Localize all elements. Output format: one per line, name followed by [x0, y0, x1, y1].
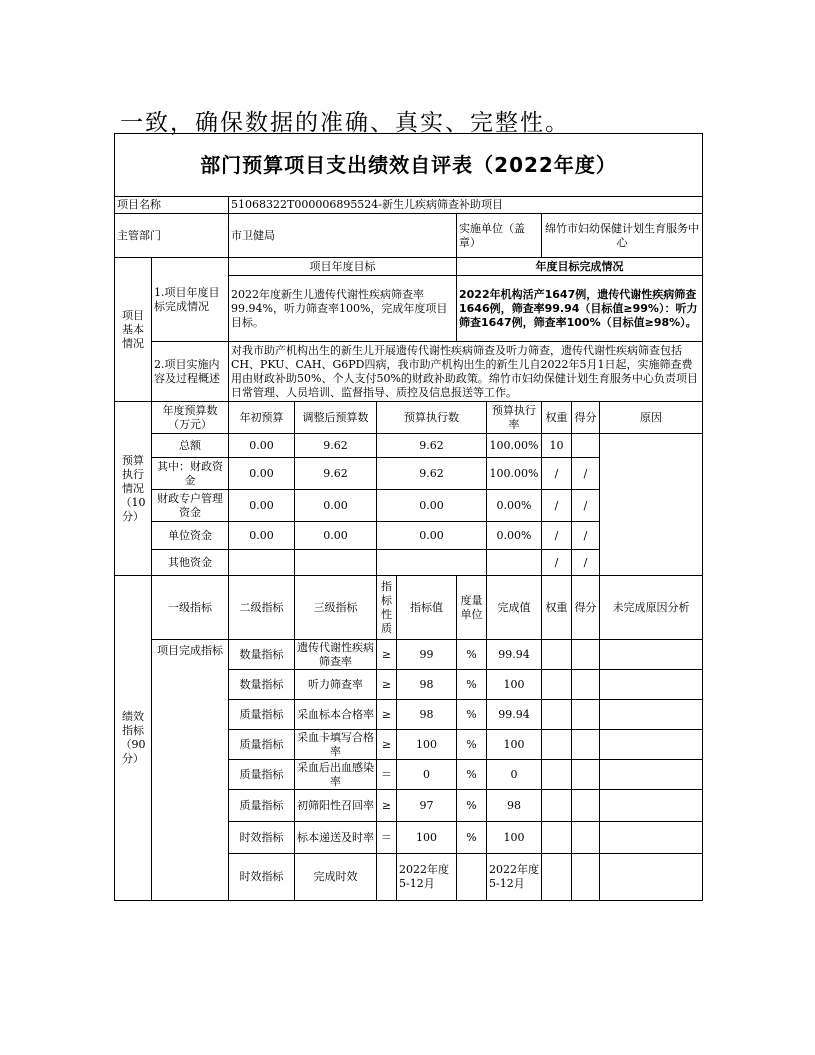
budget-header: 得分 — [572, 402, 600, 434]
perf-level2: 时效指标 — [229, 854, 295, 901]
budget-score — [572, 434, 600, 458]
perf-header: 度量单位 — [457, 576, 487, 640]
perf-done: 99.94 — [487, 640, 542, 670]
budget-weight: / — [542, 490, 572, 522]
budget-initial — [229, 550, 295, 576]
perf-level2: 时效指标 — [229, 822, 295, 854]
perf-target: 100 — [397, 822, 457, 854]
perf-level1: 项目完成指标 — [152, 640, 229, 901]
table-title: 部门预算项目支出绩效自评表（2022年度） — [115, 134, 703, 197]
perf-header: 指标性质 — [377, 576, 397, 640]
perf-score — [572, 854, 600, 901]
perf-reason — [600, 822, 703, 854]
perf-header: 权重 — [542, 576, 572, 640]
budget-initial: 0.00 — [229, 490, 295, 522]
budget-row-name: 其他资金 — [152, 550, 229, 576]
perf-target: 100 — [397, 730, 457, 760]
perf-done: 100 — [487, 730, 542, 760]
budget-header: 年度预算数（万元） — [152, 402, 229, 434]
perf-done: 0 — [487, 760, 542, 790]
budget-header: 年初预算 — [229, 402, 295, 434]
perf-score — [572, 790, 600, 822]
perf-level3: 标本递送及时率 — [295, 822, 377, 854]
budget-label: 预算执行情况（10分） — [115, 402, 152, 576]
budget-initial: 0.00 — [229, 458, 295, 490]
perf-reason — [600, 670, 703, 700]
perf-level2: 数量指标 — [229, 640, 295, 670]
perf-level2: 数量指标 — [229, 670, 295, 700]
impl-unit-value: 绵竹市妇幼保健计划生育服务中心 — [542, 214, 703, 258]
perf-level3: 采血后出血感染率 — [295, 760, 377, 790]
perf-weight — [542, 760, 572, 790]
goal-label: 1.项目年度目标完成情况 — [152, 258, 229, 342]
perf-score — [572, 700, 600, 730]
perf-nature: ＝ — [377, 760, 397, 790]
budget-header: 权重 — [542, 402, 572, 434]
budget-adjusted: 0.00 — [295, 522, 377, 550]
perf-header: 指标值 — [397, 576, 457, 640]
perf-level2: 质量指标 — [229, 700, 295, 730]
budget-adjusted: 9.62 — [295, 458, 377, 490]
goal-text: 2022年度新生儿遗传代谢性疾病筛查率99.94%，听力筛查率100%，完成年度项目目标。 — [229, 276, 457, 342]
budget-row-name: 财政专户管理资金 — [152, 490, 229, 522]
budget-executed: 0.00 — [377, 522, 487, 550]
perf-level2: 质量指标 — [229, 790, 295, 822]
perf-weight — [542, 790, 572, 822]
project-name: 51068322T000006895524-新生儿疾病筛查补助项目 — [229, 197, 703, 214]
budget-header: 调整后预算数 — [295, 402, 377, 434]
budget-score: / — [572, 522, 600, 550]
budget-weight: 10 — [542, 434, 572, 458]
self-evaluation-table — [114, 133, 703, 901]
perf-weight — [542, 730, 572, 760]
budget-initial: 0.00 — [229, 522, 295, 550]
perf-level3: 听力筛查率 — [295, 670, 377, 700]
perf-reason — [600, 640, 703, 670]
perf-header: 未完成原因分析 — [600, 576, 703, 640]
perf-target: 2022年度5-12月 — [397, 854, 457, 901]
perf-nature: ≥ — [377, 670, 397, 700]
perf-reason — [600, 700, 703, 730]
perf-target: 98 — [397, 670, 457, 700]
perf-nature: ＝ — [377, 822, 397, 854]
budget-row-name: 单位资金 — [152, 522, 229, 550]
perf-done: 100 — [487, 822, 542, 854]
perf-unit: % — [457, 822, 487, 854]
goal-header: 项目年度目标 — [229, 258, 457, 276]
perf-level3: 遗传代谢性疾病筛查率 — [295, 640, 377, 670]
perf-weight — [542, 700, 572, 730]
budget-header: 预算执行率 — [487, 402, 542, 434]
perf-weight — [542, 854, 572, 901]
perf-reason — [600, 760, 703, 790]
perf-level3: 采血标本合格率 — [295, 700, 377, 730]
basic-info-label: 项目基本情况 — [115, 258, 152, 402]
budget-executed: 9.62 — [377, 434, 487, 458]
perf-level3: 采血卡填写合格率 — [295, 730, 377, 760]
perf-unit: % — [457, 790, 487, 822]
budget-initial: 0.00 — [229, 434, 295, 458]
perf-done: 2022年度5-12月 — [487, 854, 542, 901]
perf-score — [572, 640, 600, 670]
perf-level2: 质量指标 — [229, 730, 295, 760]
perf-header: 二级指标 — [229, 576, 295, 640]
content-text: 对我市助产机构出生的新生儿开展遗传代谢性疾病筛查及听力筛查，遗传代谢性疾病筛查包括CH、PKU、CAH、G6PD四病，我市助产机构出生的新生儿自2022年5月1日起，实施筛查费用由财政补助50%、个人支付50%的财政补助政策。绵竹市妇幼保健计划生育服务中心负责项目日常管理、人员培训、监督指导、质控及信息报送等工作。 — [229, 342, 703, 402]
impl-unit-label: 实施单位（盖章） — [457, 214, 542, 258]
perf-weight — [542, 670, 572, 700]
budget-executed — [377, 550, 487, 576]
perf-score — [572, 730, 600, 760]
budget-rate: 100.00% — [487, 458, 542, 490]
dept-value: 市卫健局 — [229, 214, 457, 258]
budget-header: 预算执行数 — [377, 402, 487, 434]
perf-score — [572, 822, 600, 854]
perf-target: 97 — [397, 790, 457, 822]
budget-score: / — [572, 490, 600, 522]
budget-executed: 0.00 — [377, 490, 487, 522]
project-name-label: 项目名称 — [115, 197, 229, 214]
perf-score — [572, 670, 600, 700]
perf-header: 完成值 — [487, 576, 542, 640]
budget-score: / — [572, 550, 600, 576]
content-label: 2.项目实施内容及过程概述 — [152, 342, 229, 402]
budget-weight: / — [542, 550, 572, 576]
perf-header: 得分 — [572, 576, 600, 640]
budget-reason — [600, 434, 703, 576]
done-text: 2022年机构活产1647例，遗传代谢性疾病筛查1646例，筛查率99.94（目标值≥99%）：听力筛查1647例，筛查率100%（目标值≥98%）。 — [457, 276, 703, 342]
budget-executed: 9.62 — [377, 458, 487, 490]
perf-target: 98 — [397, 700, 457, 730]
done-header: 年度目标完成情况 — [457, 258, 703, 276]
budget-row-name: 其中：财政资金 — [152, 458, 229, 490]
perf-weight — [542, 822, 572, 854]
perf-done: 99.94 — [487, 700, 542, 730]
budget-adjusted: 0.00 — [295, 490, 377, 522]
perf-nature: ≥ — [377, 790, 397, 822]
perf-unit: % — [457, 640, 487, 670]
perf-unit: % — [457, 700, 487, 730]
budget-rate — [487, 550, 542, 576]
budget-score: / — [572, 458, 600, 490]
perf-nature — [377, 854, 397, 901]
perf-header: 一级指标 — [152, 576, 229, 640]
budget-rate: 0.00% — [487, 490, 542, 522]
perf-score — [572, 760, 600, 790]
perf-level3: 完成时效 — [295, 854, 377, 901]
perf-reason — [600, 854, 703, 901]
budget-rate: 100.00% — [487, 434, 542, 458]
perf-header: 三级指标 — [295, 576, 377, 640]
perf-level2: 质量指标 — [229, 760, 295, 790]
perf-label: 绩效指标（90分） — [115, 576, 152, 901]
perf-nature: ≥ — [377, 700, 397, 730]
perf-target: 99 — [397, 640, 457, 670]
perf-done: 100 — [487, 670, 542, 700]
budget-weight: / — [542, 458, 572, 490]
budget-adjusted — [295, 550, 377, 576]
dept-label: 主管部门 — [115, 214, 229, 258]
perf-nature: ≥ — [377, 730, 397, 760]
budget-rate: 0.00% — [487, 522, 542, 550]
budget-weight: / — [542, 522, 572, 550]
perf-target: 0 — [397, 760, 457, 790]
budget-row-name: 总额 — [152, 434, 229, 458]
perf-unit: % — [457, 760, 487, 790]
budget-header: 原因 — [600, 402, 703, 434]
intro-line: 一致，确保数据的准确、真实、完整性。 — [120, 110, 570, 136]
perf-done: 98 — [487, 790, 542, 822]
perf-unit — [457, 854, 487, 901]
budget-adjusted: 9.62 — [295, 434, 377, 458]
perf-unit: % — [457, 730, 487, 760]
perf-weight — [542, 640, 572, 670]
perf-reason — [600, 730, 703, 760]
perf-level3: 初筛阳性召回率 — [295, 790, 377, 822]
perf-reason — [600, 790, 703, 822]
perf-nature: ≥ — [377, 640, 397, 670]
perf-unit: % — [457, 670, 487, 700]
